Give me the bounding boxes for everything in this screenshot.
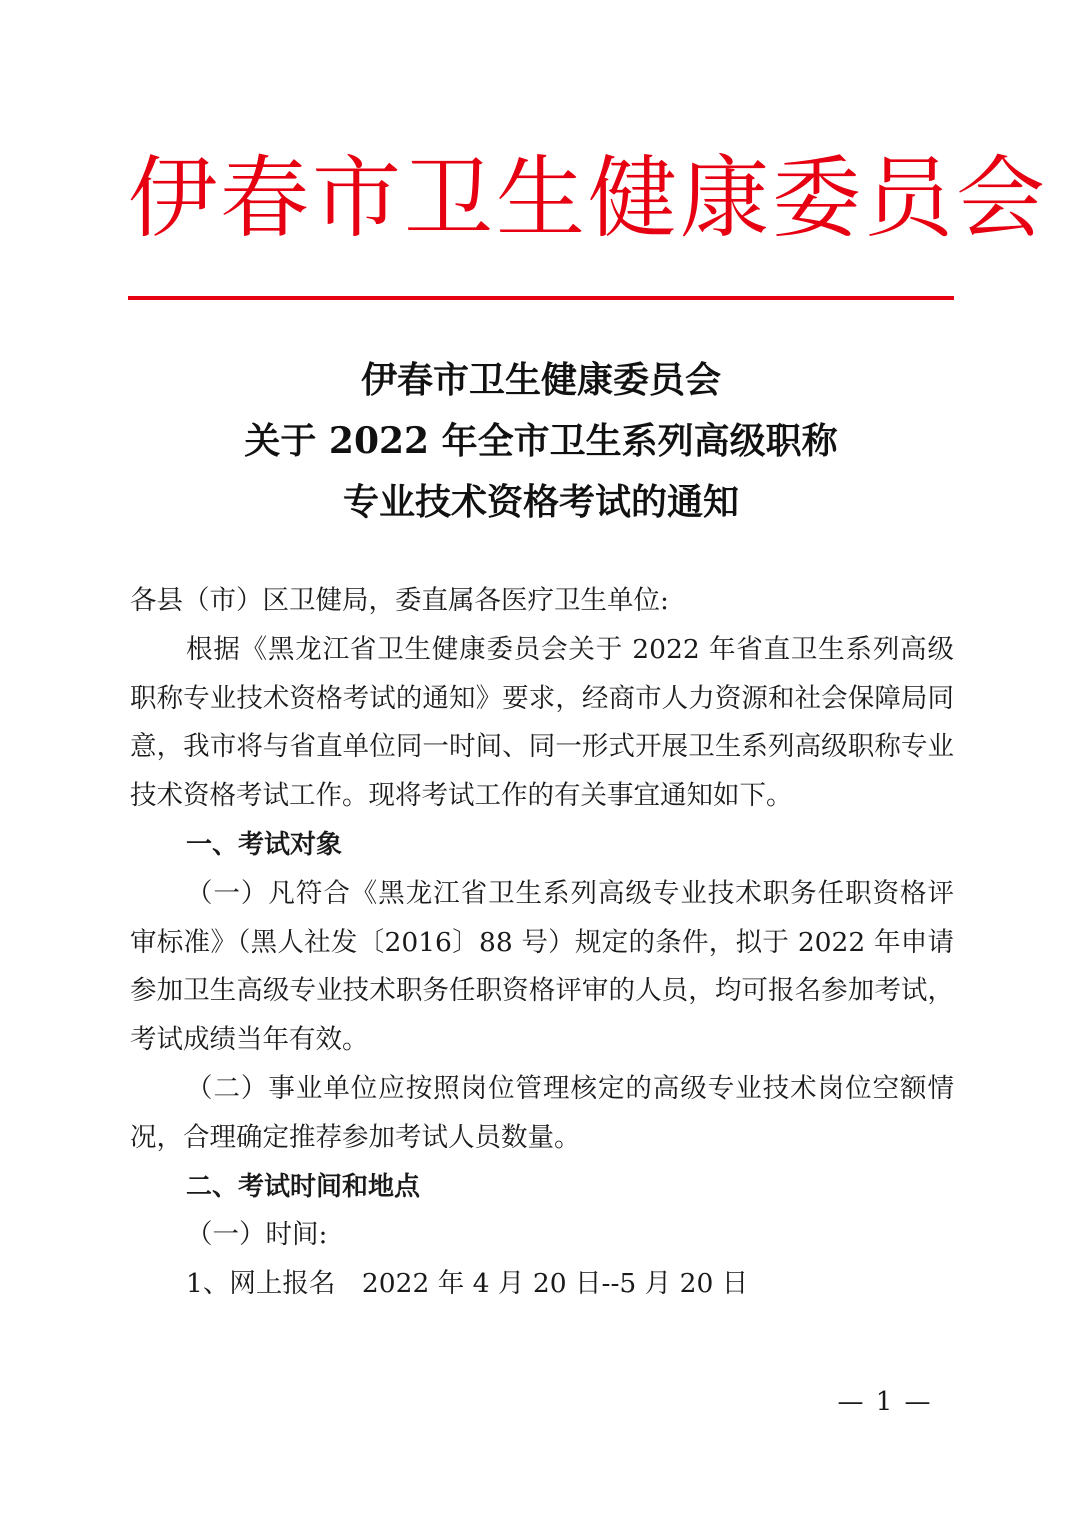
- salutation: 各县（市）区卫健局，委直属各医疗卫生单位:: [130, 585, 669, 616]
- section1-item1-paragraph: （一）凡符合《黑龙江省卫生系列高级专业技术职务任职资格评审标准》（黑人社发〔2016〕88 号）规定的条件，拟于 2022 年申请参加卫生高级专业技术职务任职资格评审的人员，均可报名参加考试，考试成绩当年有效。: [130, 877, 954, 1056]
- letterhead-divider: [128, 296, 954, 300]
- section-heading-exam-targets: 一、考试对象: [186, 829, 343, 860]
- page-number: — 1 —: [837, 1387, 933, 1417]
- section2-item1-paragraph: （一）时间:: [186, 1219, 328, 1251]
- document-title: [128, 350, 954, 533]
- document-body: [130, 577, 954, 1309]
- title-line-1: 伊春市卫生健康委员会: [360, 359, 721, 401]
- intro-paragraph: 根据《黑龙江省卫生健康委员会关于 2022 年省直卫生系列高级职称专业技术资格考试的通知》要求，经商市人力资源和社会保障局同意，我市将与省直单位同一时间、同一形式开展卫生系列高级职称专业技术资格考试工作。现将考试工作的有关事宜通知如下。: [130, 633, 954, 812]
- section-heading-time-location: 二、考试时间和地点: [186, 1171, 421, 1202]
- section1-item2-paragraph: （二）事业单位应按照岗位管理核定的高级专业技术岗位空额情况，合理确定推荐参加考试人员数量。: [130, 1072, 954, 1153]
- organization-letterhead: 伊春市卫生健康委员会: [128, 146, 1048, 250]
- section2-sub1-paragraph: 1、网上报名 2022 年 4 月 20 日--5 月 20 日: [186, 1268, 749, 1300]
- title-line-3: 专业技术资格考试的通知: [342, 481, 739, 523]
- title-line-2: 关于 2022 年全市卫生系列高级职称: [244, 420, 838, 462]
